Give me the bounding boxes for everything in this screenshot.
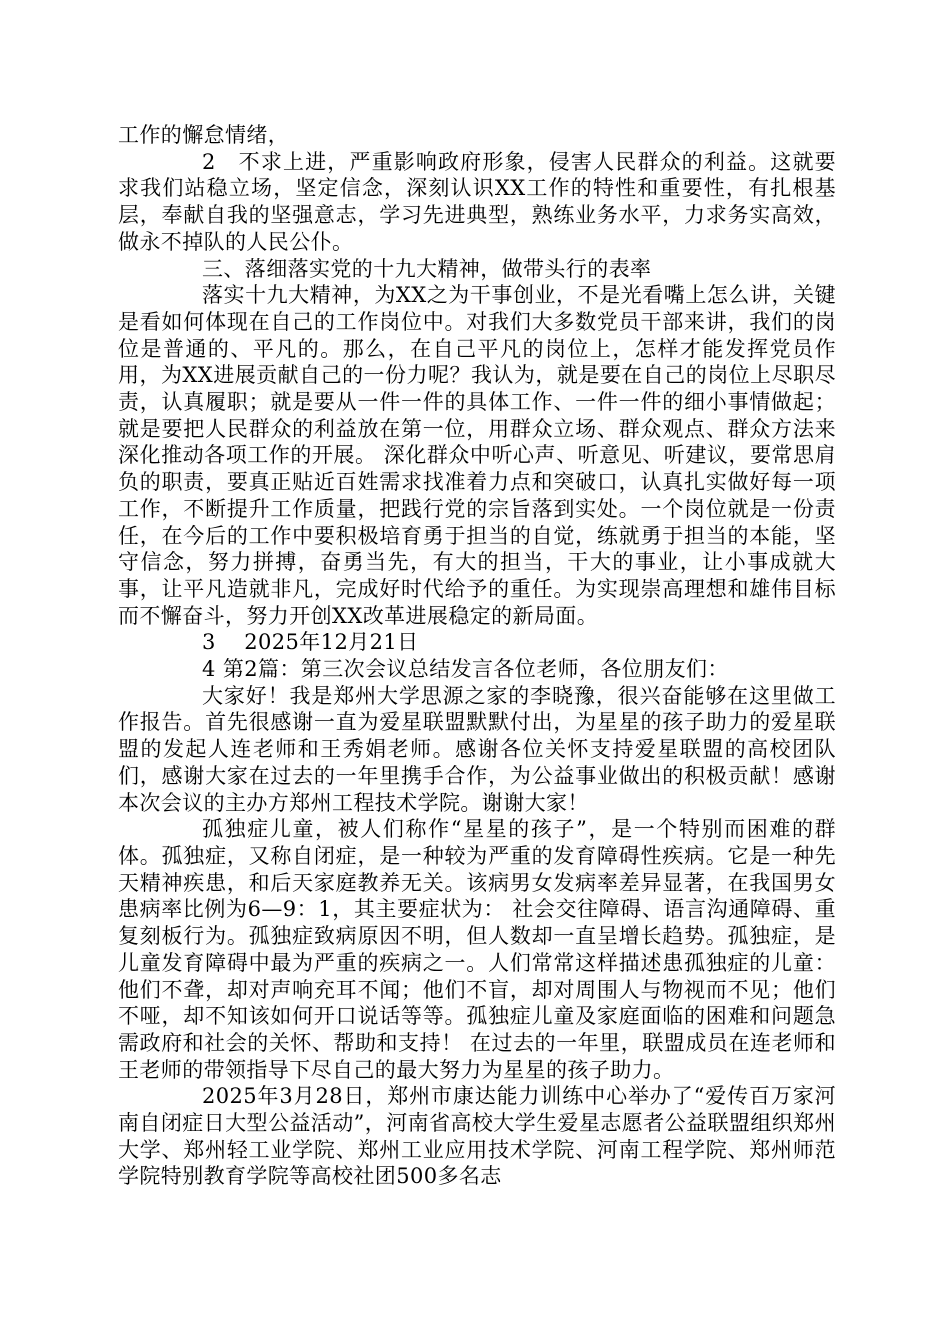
- paragraph-greeting: 大家好！我是郑州大学思源之家的李晓豫，很兴奋能够在这里做工作报告。首先很感谢一直为爱星联盟默默付出，为星星的孩子助力的爱星联盟的发起人连老师和王秀娟老师。感谢各位关怀支持爱星联盟的高校团队们，感谢大家在过去的一年里携手合作，为公益事业做出的积极贡献！感谢本次会议的主办方郑州工程技术学院。谢谢大家！: [118, 683, 836, 815]
- paragraph-date: 3 2025年12月21日: [202, 630, 419, 655]
- paragraph-item-2: 2 不求上进，严重影响政府形象，侵害人民群众的利益。这就要求我们站稳立场，坚定信念，深刻认识XX工作的特性和重要性，有扎根基层，奉献自我的坚强意志，学习先进典型，熟练业务水平，力求务实高效，做永不掉队的人民公仆。: [118, 149, 836, 254]
- document-page: [118, 122, 836, 1190]
- paragraph-continuation: 工作的懈怠情绪，: [118, 123, 290, 147]
- section-heading: 三、落细落实党的十九大精神，做带头行的表率: [202, 256, 652, 281]
- paragraph-event: 2025年3月28日，郑州市康达能力训练中心举办了“爱传百万家河南自闭症日大型公益活动”，河南省高校大学生爱星志愿者公益联盟组织郑州大学、郑州轻工业学院、郑州工业应用技术学院、河南工程学院、郑州师范学院特别教育学院等高校社团500多名志: [118, 1084, 836, 1189]
- paragraph-autism: 孤独症儿童，被人们称作“星星的孩子”，是一个特别而困难的群体。孤独症，又称自闭症，是一种较为严重的发育障碍性疾病。它是一种先天精神疾患，和后天家庭教养无关。该病男女发病率差异显著，在我国男女患病率比例为6—9：1，其主要症状为： 社会交往障碍、语言沟通障碍、重复刻板行为。孤独症致病原因不明，但人数却一直呈增长趋势。孤独症，是儿童发育障碍中最为严重的疾病之一。人们常常这样描述患孤独症的儿童：他们不聋，却对声响充耳不闻；他们不盲，却对周围人与物视而不见；他们不哑，却不知该如何开口说话等等。孤独症儿童及家庭面临的困难和问题急需政府和社会的关怀、帮助和支持！ 在过去的一年里，联盟成员在连老师和王老师的带领指导下尽自己的最大努力为星星的孩子助力。: [118, 817, 836, 1082]
- paragraph-article-title: 4 第2篇：第三次会议总结发言各位老师，各位朋友们：: [202, 657, 729, 682]
- paragraph-body: 落实十九大精神，为XX之为干事创业，不是光看嘴上怎么讲，关键是看如何体现在自己的工作岗位中。对我们大多数党员干部来讲，我们的岗位是普通的、平凡的。那么，在自己平凡的岗位上，怎样才能发挥党员作用，为XX进展贡献自己的一份力呢？我认为，就是要在自己的岗位上尽职尽责，认真履职；就是要从一件一件的具体工作、一件一件的细小事情做起；就是要把人民群众的利益放在第一位，用群众立场、群众观点、群众方法来深化推动各项工作的开展。 深化群众中听心声、听意见、听建议，要常思肩负的职责，要真正贴近百姓需求找准着力点和突破口，认真扎实做好每一项工作，不断提升工作质量，把践行党的宗旨落到实处。一个岗位就是一份责任，在今后的工作中要积极培育勇于担当的自觉，练就勇于担当的本能，坚守信念，努力拼搏，奋勇当先，有大的担当，干大的事业，让小事成就大事，让平凡造就非凡，完成好时代给予的重任。为实现崇高理想和雄伟目标而不懈奋斗，努力开创XX改革进展稳定的新局面。: [118, 283, 836, 628]
